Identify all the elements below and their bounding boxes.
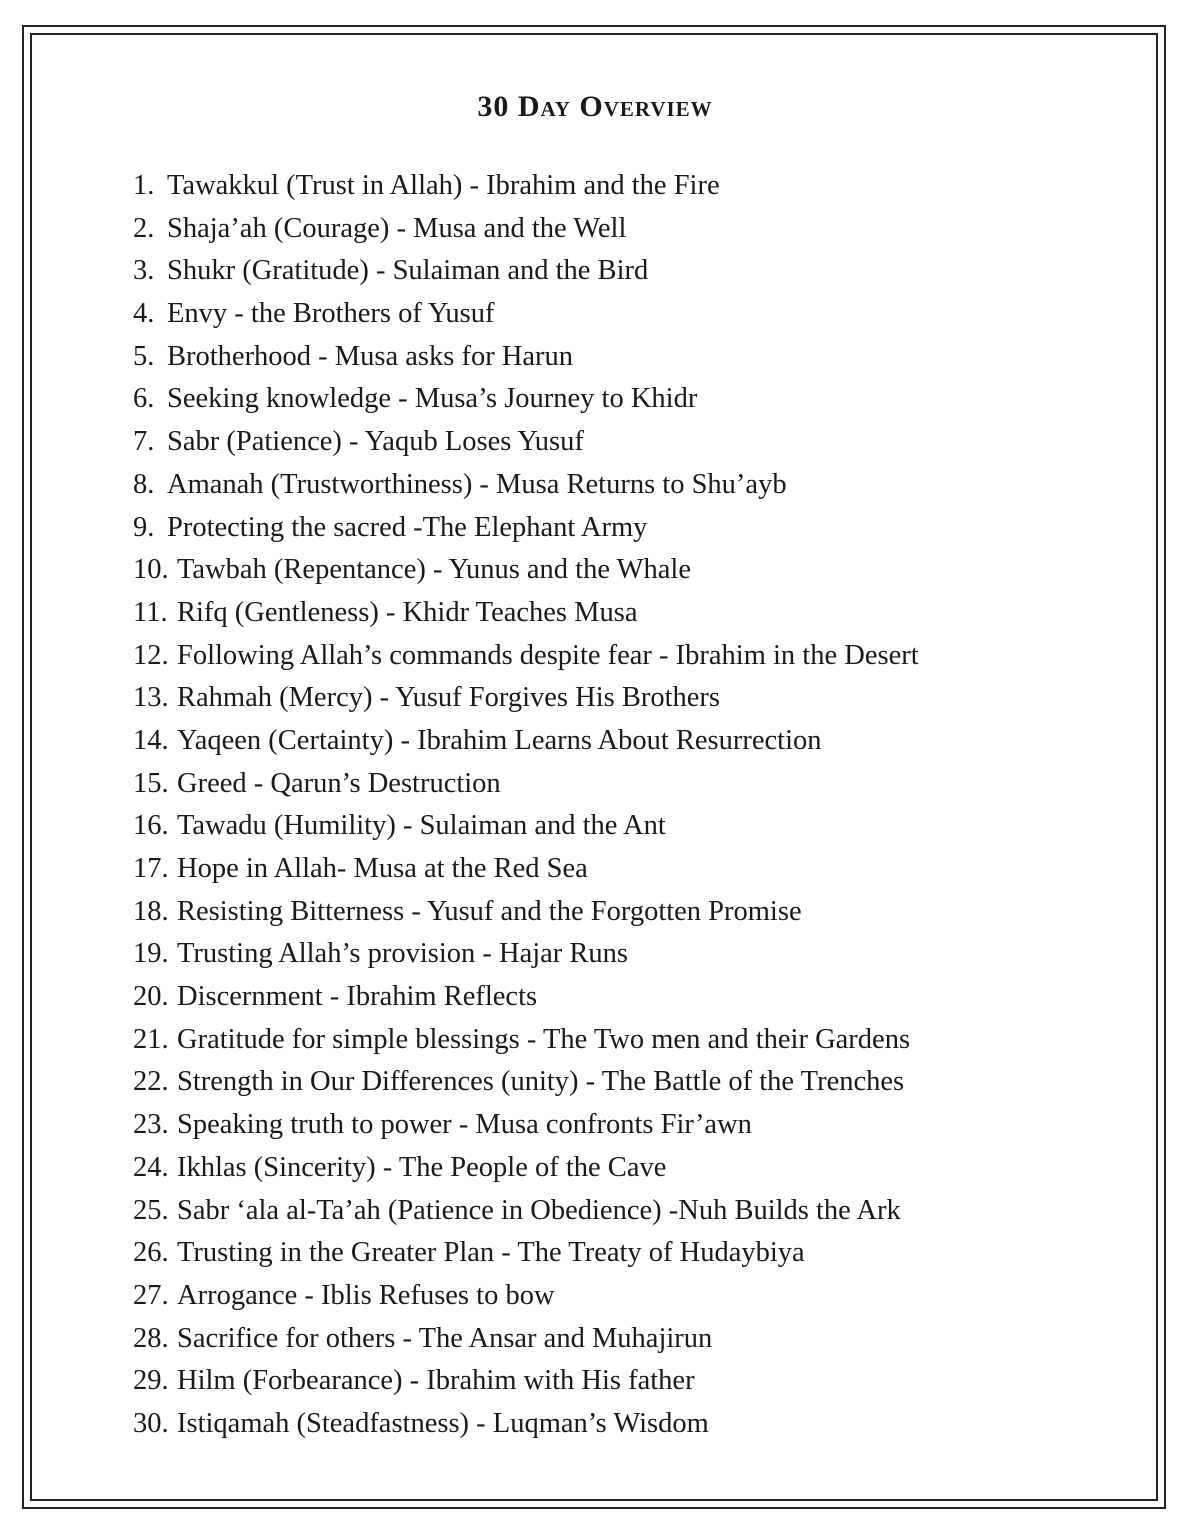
list-item-number: 30. bbox=[133, 1407, 169, 1439]
list-item-text: Amanah (Trustworthiness) - Musa Returns to Shu’ayb bbox=[167, 468, 787, 500]
list-item-text: Shukr (Gratitude) - Sulaiman and the Bird bbox=[167, 255, 649, 287]
list-item-text: Seeking knowledge - Musa’s Journey to Khidr bbox=[167, 383, 698, 415]
list-item bbox=[133, 592, 919, 635]
list-item bbox=[133, 1104, 919, 1147]
list-item-number: 20. bbox=[133, 981, 169, 1013]
list-item-number: 6. bbox=[133, 383, 155, 415]
list-item-text: Yaqeen (Certainty) - Ibrahim Learns About Resurrection bbox=[177, 724, 822, 756]
list-item-text: Tawadu (Humility) - Sulaiman and the Ant bbox=[177, 810, 666, 842]
list-item-number: 29. bbox=[133, 1365, 169, 1397]
list-item-text: Tawbah (Repentance) - Yunus and the Whale bbox=[177, 554, 691, 586]
list-item-text: Rifq (Gentleness) - Khidr Teaches Musa bbox=[177, 596, 638, 628]
list-item bbox=[133, 1360, 919, 1403]
list-item bbox=[133, 1318, 919, 1361]
list-item-number: 27. bbox=[133, 1279, 169, 1311]
list-item bbox=[133, 1232, 919, 1275]
list-item bbox=[133, 378, 919, 421]
list-item bbox=[133, 1275, 919, 1318]
list-item-number: 16. bbox=[133, 810, 169, 842]
list-item bbox=[133, 464, 919, 507]
list-item-number: 13. bbox=[133, 682, 169, 714]
list-item bbox=[133, 1147, 919, 1190]
list-item-number: 24. bbox=[133, 1151, 169, 1183]
list-item-text: Rahmah (Mercy) - Yusuf Forgives His Brothers bbox=[177, 682, 721, 714]
list-item-text: Discernment - Ibrahim Reflects bbox=[177, 981, 538, 1013]
list-item bbox=[133, 848, 919, 891]
list-item-number: 26. bbox=[133, 1237, 169, 1269]
list-item-number: 15. bbox=[133, 767, 169, 799]
list-item bbox=[133, 250, 919, 293]
list-item-number: 28. bbox=[133, 1322, 169, 1354]
list-item bbox=[133, 1019, 919, 1062]
list-item-number: 3. bbox=[133, 255, 155, 287]
list-item-number: 7. bbox=[133, 426, 155, 458]
list-item-number: 21. bbox=[133, 1023, 169, 1055]
list-item-number: 19. bbox=[133, 938, 169, 970]
list-item-text: Tawakkul (Trust in Allah) - Ibrahim and the Fire bbox=[167, 170, 720, 201]
list-item-text: Greed - Qarun’s Destruction bbox=[177, 767, 501, 799]
list-item-text: Sacrifice for others - The Ansar and Muhajirun bbox=[177, 1322, 713, 1354]
list-item-number: 10. bbox=[133, 554, 169, 586]
list-item-number: 18. bbox=[133, 895, 169, 927]
list-item bbox=[133, 336, 919, 379]
list-item-text: Trusting in the Greater Plan - The Treaty of Hudaybiya bbox=[177, 1237, 805, 1269]
list-item-text: Protecting the sacred -The Elephant Army bbox=[167, 511, 648, 543]
list-item-text: Following Allah’s commands despite fear - Ibrahim in the Desert bbox=[177, 639, 919, 671]
list-item-number: 12. bbox=[133, 639, 169, 671]
list-item-text: Arrogance - Iblis Refuses to bow bbox=[177, 1279, 555, 1311]
list-item bbox=[133, 421, 919, 464]
list-item bbox=[133, 891, 919, 934]
list-item-number: 5. bbox=[133, 340, 155, 372]
list-item bbox=[133, 976, 919, 1019]
list-item-text: Sabr ‘ala al-Ta’ah (Patience in Obedience) -Nuh Builds the Ark bbox=[177, 1194, 901, 1226]
list-item bbox=[133, 933, 919, 976]
list-item bbox=[133, 208, 919, 251]
list-item-number: 14. bbox=[133, 724, 169, 756]
page-title: 30 Day Overview bbox=[477, 90, 713, 123]
list-item-text: Brotherhood - Musa asks for Harun bbox=[167, 340, 574, 372]
list-item-number: 1. bbox=[133, 170, 155, 201]
list-item-number: 25. bbox=[133, 1194, 169, 1226]
list-item bbox=[133, 165, 919, 208]
list-item bbox=[133, 293, 919, 336]
list-item-number: 8. bbox=[133, 468, 155, 500]
list-item-text: Resisting Bitterness - Yusuf and the Forgotten Promise bbox=[177, 895, 802, 927]
list-item-text: Speaking truth to power - Musa confronts Fir’awn bbox=[177, 1109, 752, 1141]
list-item-number: 11. bbox=[133, 596, 168, 628]
list-item-text: Gratitude for simple blessings - The Two men and their Gardens bbox=[177, 1023, 911, 1055]
list-item-text: Ikhlas (Sincerity) - The People of the Cave bbox=[177, 1151, 667, 1183]
list-item-text: Istiqamah (Steadfastness) - Luqman’s Wisdom bbox=[177, 1407, 709, 1439]
list-item bbox=[133, 763, 919, 806]
list-item-number: 17. bbox=[133, 853, 169, 884]
list-item bbox=[133, 720, 919, 763]
list-item-text: Trusting Allah’s provision - Hajar Runs bbox=[177, 938, 629, 970]
list-item-text: Envy - the Brothers of Yusuf bbox=[167, 298, 495, 330]
list-item-text: Strength in Our Differences (unity) - The Battle of the Trenches bbox=[177, 1066, 905, 1098]
list-item bbox=[133, 635, 919, 678]
overview-list bbox=[133, 165, 919, 1446]
list-item bbox=[133, 549, 919, 592]
list-item-text: Shaja’ah (Courage) - Musa and the Well bbox=[167, 212, 627, 244]
list-item-number: 22. bbox=[133, 1066, 169, 1098]
list-item-number: 2. bbox=[133, 212, 155, 244]
list-item-text: Hilm (Forbearance) - Ibrahim with His father bbox=[177, 1365, 695, 1397]
list-item-number: 9. bbox=[133, 511, 155, 543]
list-item bbox=[133, 1061, 919, 1104]
list-item bbox=[133, 805, 919, 848]
list-item bbox=[133, 1190, 919, 1233]
list-item bbox=[133, 507, 919, 550]
list-item-text: Hope in Allah- Musa at the Red Sea bbox=[177, 853, 588, 884]
list-item bbox=[133, 1403, 919, 1446]
list-item-number: 23. bbox=[133, 1109, 169, 1141]
list-item bbox=[133, 677, 919, 720]
list-item-number: 4. bbox=[133, 298, 155, 330]
list-item-text: Sabr (Patience) - Yaqub Loses Yusuf bbox=[167, 426, 584, 458]
